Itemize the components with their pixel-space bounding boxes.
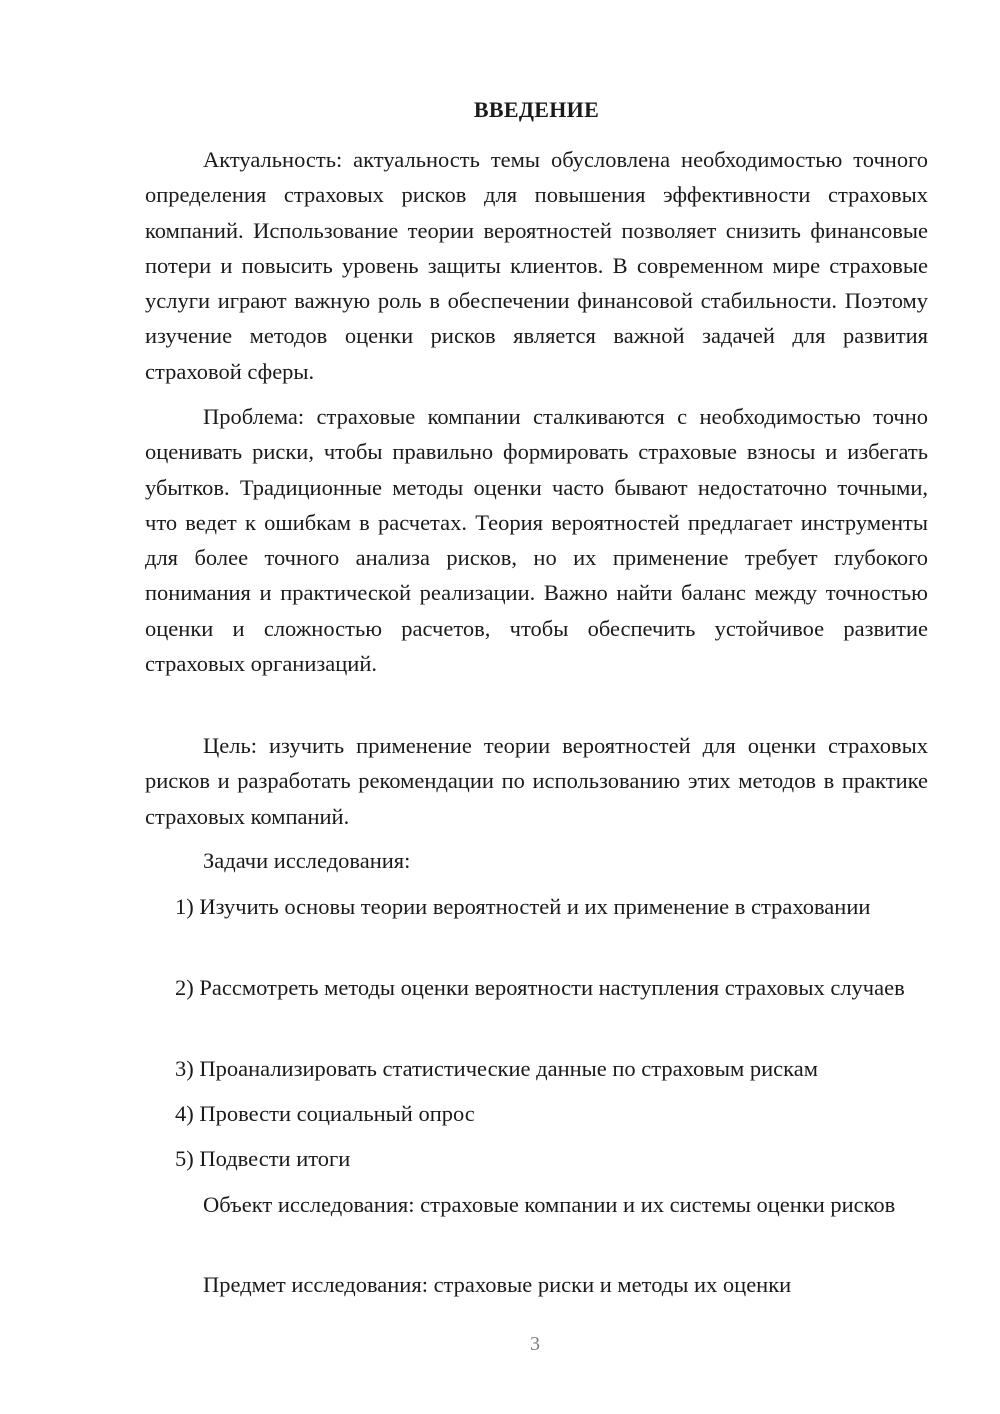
task-item-2: 2) Рассмотреть методы оценки вероятности наступления страховых случаев bbox=[175, 975, 905, 1000]
problem-paragraph: Проблема: страховые компании сталкиваются с необходимостью точно оценивать риски, чтобы правильно формировать страховые взносы и избегать убытков. Традиционные методы оценки часто бывают недостаточно точными, что ведет к ошибкам в расчетах. Теория вероятностей предлагает инструменты для более точного анализа рисков, но их применение требует глубокого понимания и практической реализации. Важно найти баланс между точностью оценки и сложностью расчетов, чтобы обеспечить устойчивое развитие страховых организаций. bbox=[145, 404, 928, 677]
tasks-heading: Задачи исследования: bbox=[203, 848, 411, 873]
page-number: 3 bbox=[530, 1333, 540, 1355]
object-paragraph: Объект исследования: страховые компании и их системы оценки рисков bbox=[203, 1192, 896, 1217]
section-title: ВВЕДЕНИЕ bbox=[473, 97, 600, 122]
task-item-1: 1) Изучить основы теории вероятностей и их применение в страховании bbox=[175, 894, 871, 919]
relevance-paragraph: Актуальность: актуальность темы обусловлена необходимостью точного определения страховых рисков для повышения эффективности страховых компаний. Использование теории вероятностей позволяет снизить финансовые потери и повысить уровень защиты клиентов. В современном мире страховые услуги играют важную роль в обеспечении финансовой стабильности. Поэтому изучение методов оценки рисков является важной задачей для развития страховой сферы. bbox=[145, 147, 928, 384]
task-item-4: 4) Провести социальный опрос bbox=[175, 1101, 475, 1126]
task-item-5: 5) Подвести итоги bbox=[175, 1146, 351, 1171]
task-item-3: 3) Проанализировать статистические данные по страховым рискам bbox=[175, 1056, 818, 1081]
subject-paragraph: Предмет исследования: страховые риски и методы их оценки bbox=[203, 1272, 792, 1297]
goal-paragraph: Цель: изучить применение теории вероятностей для оценки страховых рисков и разработать рекомендации по использованию этих методов в практике страховых компаний. bbox=[145, 733, 928, 829]
